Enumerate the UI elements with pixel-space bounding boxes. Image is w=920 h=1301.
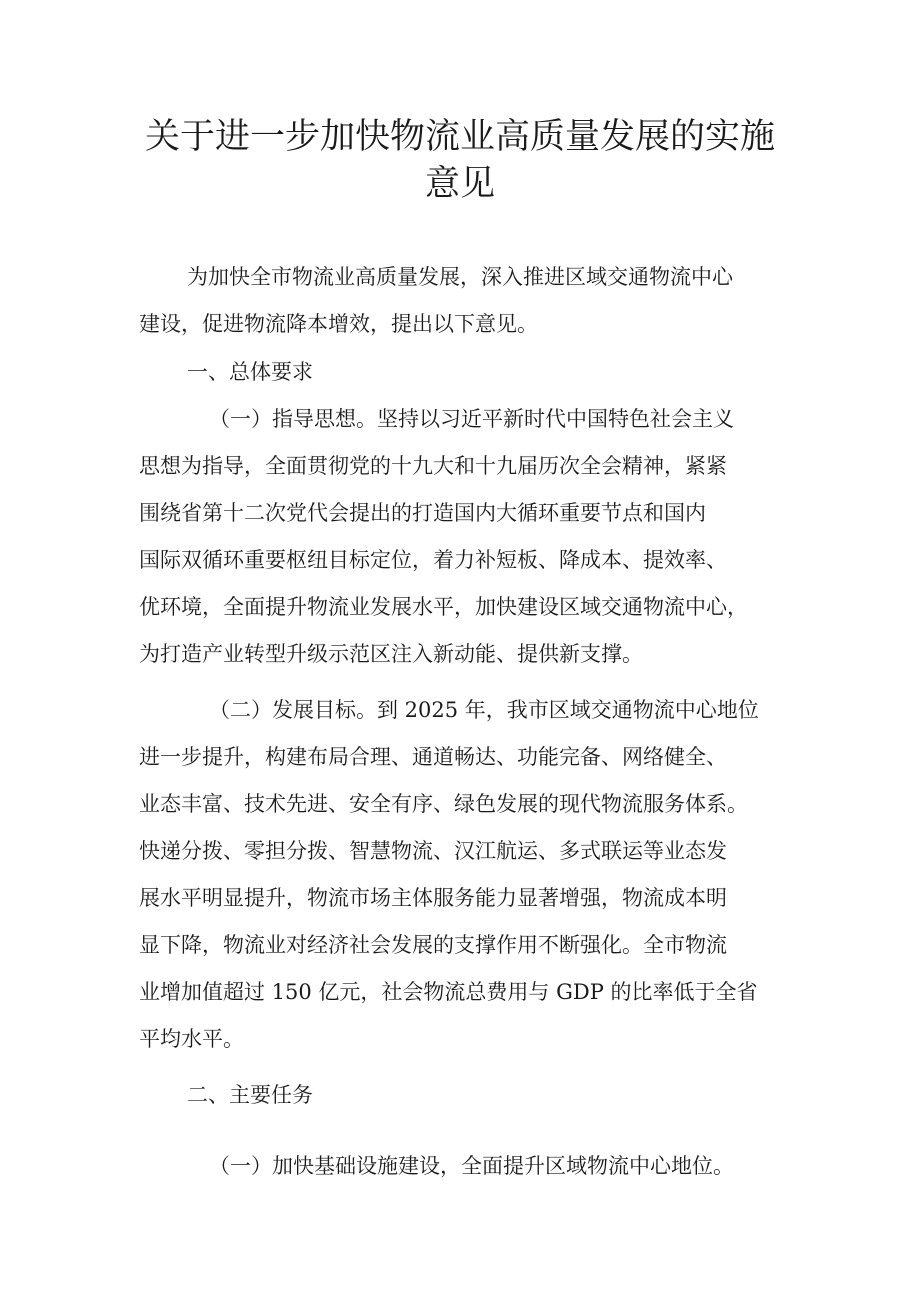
development-goals-paragraph [139, 687, 799, 1063]
paragraph-line: 展水平明显提升，物流市场主体服务能力显著增强，物流成本明 [139, 886, 727, 910]
paragraph-line: 思想为指导，全面贯彻党的十九大和十九届历次全会精神，紧紧 [139, 454, 727, 478]
paragraph-line: 围绕省第十二次党代会提出的打造国内大循环重要节点和国内 [139, 501, 706, 525]
paragraph-line: （一）指导思想。坚持以习近平新时代中国特色社会主义 [209, 407, 734, 431]
paragraph-line: 业增加值超过 150 亿元，社会物流总费用与 GDP 的比率低于全省 [139, 980, 758, 1004]
paragraph-line: 为加快全市物流业高质量发展，深入推进区域交通物流中心 [187, 265, 733, 289]
paragraph-line: 显下降，物流业对经济社会发展的支撑作用不断强化。全市物流 [139, 933, 727, 957]
paragraph-line: 业态丰富、技术先进、安全有序、绿色发展的现代物流服务体系。 [139, 792, 748, 816]
paragraph-line: 优环境，全面提升物流业发展水平，加快建设区域交通物流中心， [139, 595, 748, 619]
paragraph-line: 建设，促进物流降本增效，提出以下意见。 [139, 312, 538, 336]
paragraph-line: 快递分拨、零担分拨、智慧物流、汉江航运、多式联运等业态发 [139, 839, 727, 863]
document-title-line-1: 关于进一步加快物流业高质量发展的实施 [144, 117, 775, 157]
paragraph-line: （二）发展目标。到 2025 年，我市区域交通物流中心地位 [209, 698, 759, 722]
paragraph-line: 为打造产业转型升级示范区注入新动能、提供新支撑。 [139, 642, 643, 666]
section-heading-1: 一、总体要求 [187, 360, 313, 384]
guiding-ideology-paragraph [139, 396, 799, 678]
paragraph-line: 进一步提升，构建布局合理、通道畅达、功能完备、网络健全、 [139, 745, 727, 769]
paragraph-line: 平均水平。 [139, 1027, 244, 1051]
section-2-item-1: （一）加快基础设施建设，全面提升区域物流中心地位。 [209, 1154, 734, 1178]
paragraph-line: 国际双循环重要枢纽目标定位，着力补短板、降成本、提效率、 [139, 548, 727, 572]
intro-paragraph [139, 254, 799, 348]
document-title-line-2: 意见 [424, 164, 495, 204]
section-heading-2: 二、主要任务 [187, 1083, 313, 1107]
